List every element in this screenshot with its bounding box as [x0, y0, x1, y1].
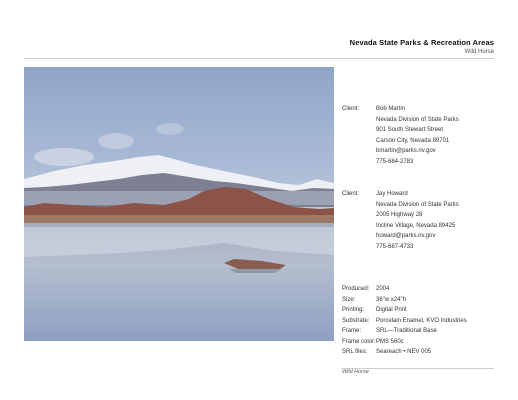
spec-row-frame	[342, 326, 467, 337]
client-email: howard@parks.nv.gov	[376, 233, 436, 239]
client-city: Incline Village, Nevada 89425	[376, 222, 456, 229]
client-city: Carson City, Nevada 89701	[376, 137, 450, 144]
spec-label: SRL files:	[342, 349, 368, 355]
spec-value: 36"w x24"h	[376, 296, 406, 303]
client-org: Nevada Division of State Parks	[376, 116, 459, 123]
footer-caption: Wild Horse	[342, 369, 369, 375]
client-name: Bob Martin	[376, 106, 406, 112]
spec-row-produced	[342, 284, 467, 295]
spec-row-size	[342, 295, 467, 306]
client-email: bmartin@parks.nv.gov	[376, 148, 436, 154]
client-org: Nevada Division of State Parks	[376, 201, 459, 208]
spec-value: Porcelain Enamel, KVO Industries	[376, 317, 467, 324]
client-phone: 775-687-4733	[376, 243, 414, 250]
client-name: Jay Howard	[376, 191, 408, 197]
client-label: Client:	[342, 191, 360, 197]
page-subtitle: Wild Horse	[464, 49, 494, 55]
client-street: 901 South Stewart Street	[376, 127, 444, 133]
client-phone: 775-684-2783	[376, 158, 414, 165]
spec-label: Produced:	[342, 286, 370, 292]
spec-row-srl-files	[342, 347, 467, 358]
landscape-photo	[24, 67, 334, 341]
spec-value: 2004	[376, 286, 390, 292]
page-title: Nevada State Parks & Recreation Areas	[349, 38, 494, 47]
spec-label: Substrate:	[342, 317, 370, 324]
spec-label: Printing:	[342, 307, 365, 313]
spec-value: PMS 560c	[376, 338, 404, 345]
spec-row-printing	[342, 305, 467, 316]
top-divider	[24, 58, 494, 59]
spec-value: SRL—Traditional Base	[376, 328, 437, 334]
spec-row-substrate	[342, 316, 467, 327]
spec-label: Frame:	[342, 328, 362, 334]
spec-value: Seareach • NEV 005	[376, 349, 432, 355]
spec-row-frame-color	[342, 337, 467, 348]
spec-label: Size:	[342, 296, 356, 303]
client-street: 2005 Highway 28	[376, 212, 423, 218]
spec-block	[342, 284, 467, 358]
client-label: Client:	[342, 106, 360, 112]
spec-value: Digital Print	[376, 307, 407, 313]
spec-label: Frame color:	[342, 338, 376, 345]
client-block-2	[342, 189, 459, 252]
client-block-1	[342, 104, 459, 167]
